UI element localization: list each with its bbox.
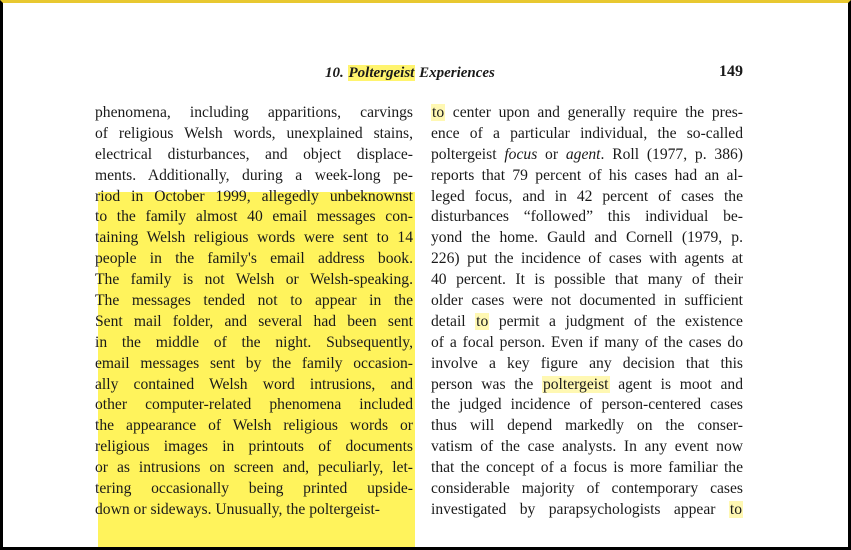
text-line: The family is not Welsh or Welsh-speaking. bbox=[95, 271, 413, 289]
text-line: disturbances “followed” this individual be- bbox=[431, 208, 743, 226]
text-line: down or sideways. Unusually, the poltergeist- bbox=[95, 500, 380, 518]
text-line: ally contained Welsh word intrusions, and bbox=[95, 375, 413, 393]
text-line: to center upon and generally require the pres- bbox=[432, 104, 743, 121]
text-line: considerable majority of contemporary cases bbox=[431, 480, 743, 498]
search-hit: Poltergeist bbox=[348, 65, 415, 81]
search-hit: to bbox=[476, 312, 489, 330]
text-line: ence of a particular individual, the so-called bbox=[431, 124, 743, 142]
text-line: ments. Additionally, during a week-long pe- bbox=[95, 166, 413, 184]
text-line: The messages tended not to appear in the bbox=[95, 292, 413, 310]
text-line: reports that 79 percent of his cases had an al- bbox=[431, 166, 743, 184]
text-line: people in the family's email address book. bbox=[95, 250, 413, 268]
text-line: tering occasionally being printed upside- bbox=[95, 480, 413, 498]
text-line: other computer-related phenomena included bbox=[95, 396, 413, 414]
text-line: electrical disturbances, and object displace- bbox=[95, 145, 413, 163]
search-hit: to bbox=[432, 104, 445, 121]
text-line: involve a key figure any decision that this bbox=[431, 354, 743, 372]
text-line: 40 percent. It is possible that many of their bbox=[431, 271, 743, 289]
running-header bbox=[325, 63, 743, 85]
text-line: investigated by parapsychologists appear to bbox=[431, 500, 742, 518]
chapter-title: 10. Poltergeist Experiences bbox=[325, 65, 495, 81]
text-line: poltergeist focus or agent. Roll (1977, p. 386) bbox=[431, 145, 743, 163]
text-line: 226) put the incidence of cases with agents at bbox=[431, 250, 743, 268]
text-line: the appearance of Welsh religious words or bbox=[95, 417, 413, 435]
text-line: of a focal person. Even if many of the cases do bbox=[431, 333, 743, 351]
text-line: older cases were not documented in sufficient bbox=[431, 292, 743, 310]
text-line: the judged incidence of person-centered cases bbox=[431, 396, 743, 414]
left-column bbox=[95, 103, 413, 521]
text-line: that the concept of a focus is more familiar the bbox=[431, 459, 743, 477]
text-line: or as intrusions on screen and, peculiarly, let- bbox=[95, 459, 413, 477]
text-line: thus will depend markedly on the conser- bbox=[431, 417, 743, 435]
text-line: Sent mail folder, and several had been sent bbox=[95, 312, 413, 330]
text-line: leged focus, and in 42 percent of cases the bbox=[431, 187, 743, 205]
page-number: 149 bbox=[719, 63, 743, 80]
text-line: in the middle of the night. Subsequently, bbox=[95, 333, 413, 351]
text-line: religious images in printouts of documents bbox=[95, 438, 413, 456]
search-hit: to bbox=[729, 500, 742, 518]
text-line: phenomena, including apparitions, carvings bbox=[95, 104, 413, 121]
text-line: of religious Welsh words, unexplained stains, bbox=[95, 124, 413, 142]
text-line: detail to permit a judgment of the existence bbox=[431, 312, 743, 330]
text-line: email messages sent by the family occasion- bbox=[95, 354, 413, 372]
text-line: riod in October 1999, allegedly unbeknownst bbox=[95, 187, 413, 205]
text-line: taining Welsh religious words were sent to 14 bbox=[95, 229, 413, 247]
text-line: vatism of the case analysts. In any event now bbox=[431, 438, 743, 456]
text-line: person was the poltergeist agent is moot and bbox=[431, 375, 743, 393]
text-line: yond the home. Gauld and Cornell (1979, p. bbox=[431, 229, 743, 247]
search-hit: poltergeist bbox=[542, 375, 609, 393]
text-line: to the family almost 40 email messages con- bbox=[95, 208, 413, 226]
right-column bbox=[431, 103, 743, 521]
